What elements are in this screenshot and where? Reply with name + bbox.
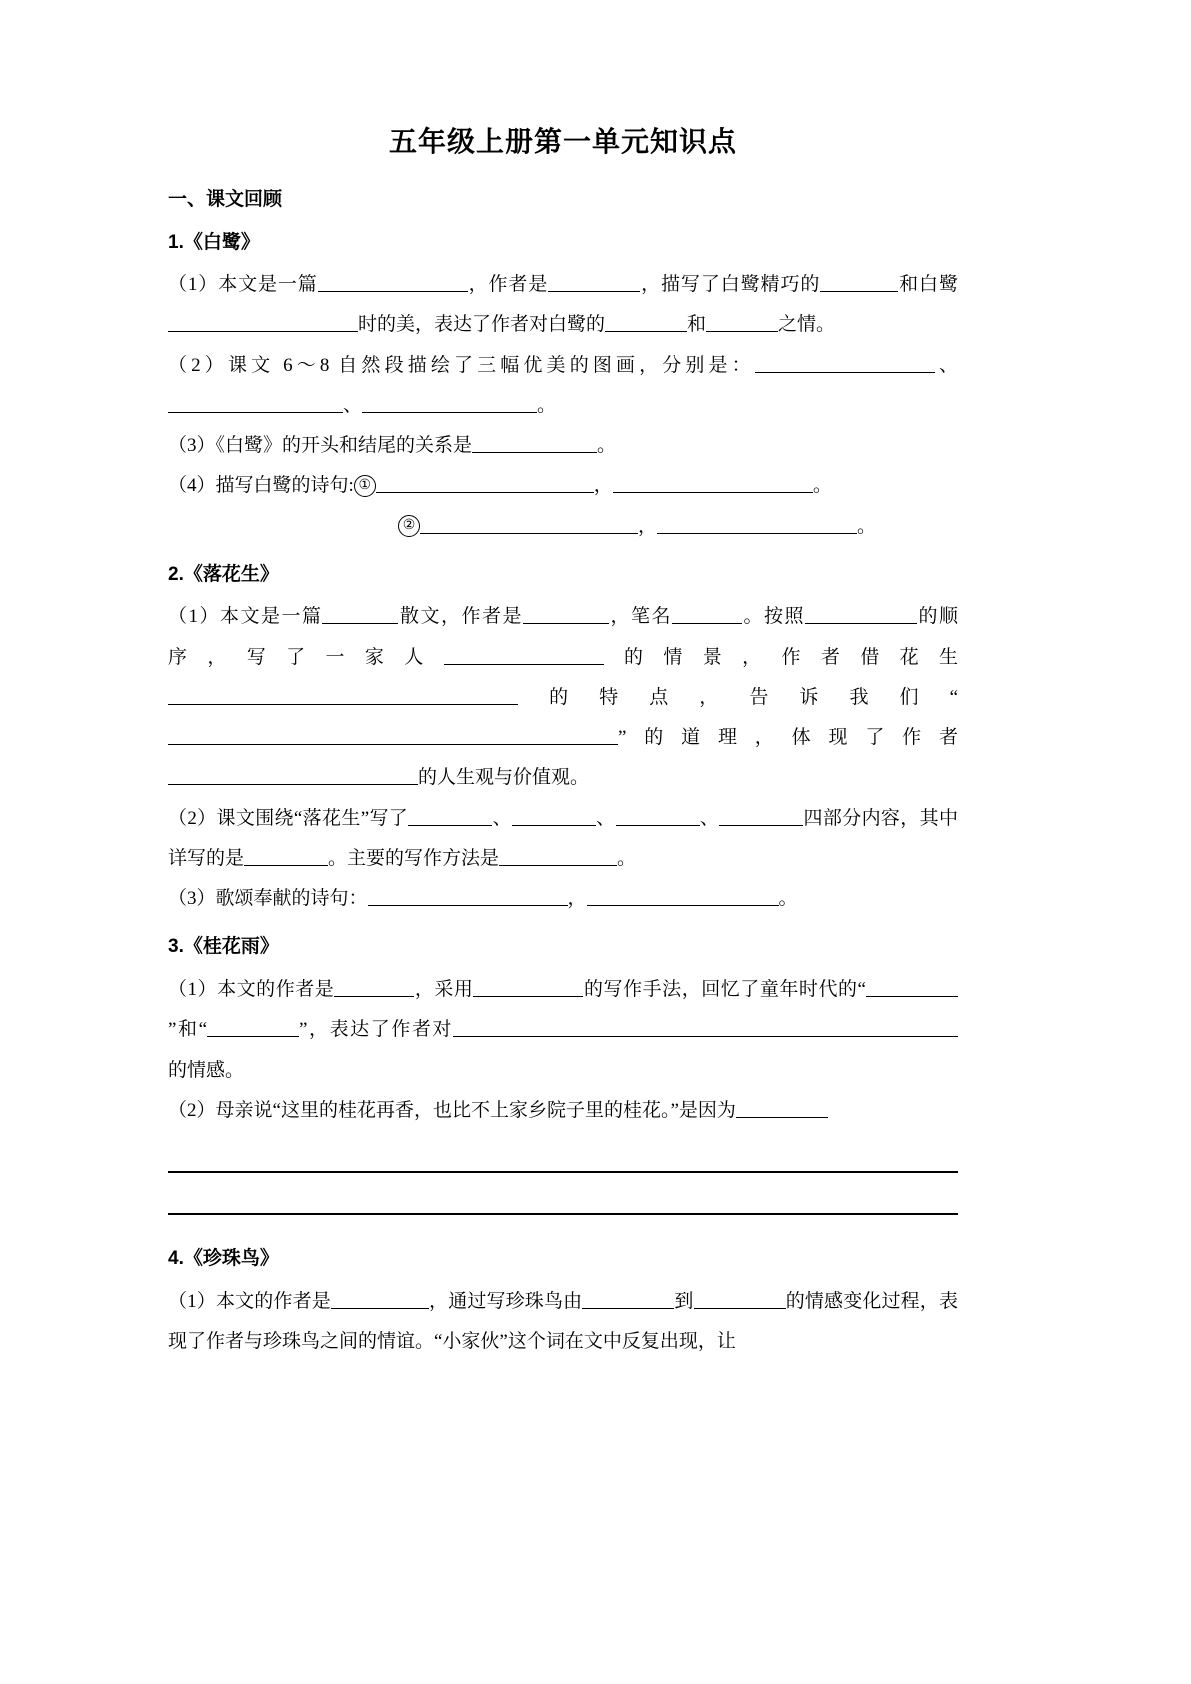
q1-4-t6: 。 — [857, 515, 877, 537]
question-1-4-second — [168, 507, 958, 547]
lesson-number-4: 4. — [168, 1248, 184, 1270]
answer-blank[interactable] — [472, 431, 597, 453]
answer-blank[interactable] — [322, 602, 398, 624]
question-1-3 — [168, 426, 958, 466]
answer-blank[interactable] — [318, 270, 468, 292]
q1-3-t1: 。 — [597, 435, 617, 457]
q1-1-t3: 和白鹭 — [898, 274, 958, 295]
answer-blank[interactable] — [719, 804, 803, 826]
writing-rule-line[interactable] — [168, 1213, 958, 1215]
answer-blank[interactable] — [755, 351, 935, 373]
page-title: 五年级上册第一单元知识点 — [388, 126, 737, 157]
q2-1-t4: 的顺序，写了一家人 — [168, 606, 958, 668]
answer-blank[interactable] — [582, 1287, 674, 1309]
answer-blank[interactable] — [473, 975, 583, 997]
question-1-2 — [168, 346, 958, 427]
answer-blank[interactable] — [613, 471, 813, 493]
q2-2-t3: 、 — [699, 807, 720, 829]
lesson-heading-1 — [168, 229, 958, 258]
q1-4-t2: ， — [593, 475, 613, 497]
writing-rule-line[interactable] — [168, 1171, 958, 1173]
q2-1-t8: 的人生观与价值观。 — [418, 767, 590, 789]
answer-blank[interactable] — [616, 804, 700, 826]
q2-3-t1: ， — [567, 888, 587, 910]
q2-2-t1: 、 — [492, 807, 512, 829]
q1-2-t2: 、 — [343, 394, 363, 416]
q2-3-t0: 歌颂奉献的诗句： — [215, 888, 368, 910]
q1-1-t5: 和 — [687, 314, 707, 336]
answer-blank[interactable] — [244, 844, 328, 866]
answer-blank[interactable] — [605, 310, 687, 332]
question-2-1 — [168, 597, 958, 798]
question-2-2 — [168, 799, 958, 880]
answer-blank[interactable] — [168, 723, 618, 745]
lesson-heading-2 — [168, 561, 958, 590]
question-3-1 — [168, 970, 958, 1091]
q1-3-t0: 《白鹭》的开头和结尾的关系是 — [215, 435, 473, 457]
question-label-1-3: （3） — [168, 435, 216, 457]
q3-1-t1: ，采用 — [414, 978, 474, 1000]
lesson-title-3: 《桂花雨》 — [183, 936, 279, 958]
q1-4-t0: 描写白鹭的诗句: — [215, 475, 354, 497]
answer-blank[interactable] — [420, 512, 638, 534]
lesson-title-1: 《白鹭》 — [183, 231, 260, 253]
answer-blank[interactable] — [168, 764, 418, 786]
q1-2-t1: 、 — [934, 354, 958, 376]
q4-1-t3: 的情感变化过程，表现了作者与珍珠鸟之间的情谊。“小家伙”这个词在文中反复出现，让 — [168, 1290, 958, 1352]
q1-4-t5: ， — [638, 515, 658, 537]
q1-2-t0: 课文 6～8 自然段描绘了三幅优美的图画，分别是： — [227, 354, 755, 376]
question-1-1 — [168, 265, 958, 346]
q2-2-t5: 。主要的写作方法是 — [328, 847, 500, 869]
question-1-4 — [168, 466, 958, 506]
document-body — [168, 120, 958, 1362]
question-2-3 — [168, 879, 958, 919]
q2-2-t6: 。 — [617, 847, 637, 869]
lesson-number-3: 3. — [168, 936, 184, 958]
q2-2-t0: 课文围绕“落花生”写了 — [216, 807, 409, 829]
answer-blank[interactable] — [523, 602, 609, 624]
q4-1-t1: ，通过写珍珠鸟由 — [428, 1290, 583, 1312]
q2-1-t7: ”的道理，体现了作者 — [618, 727, 958, 749]
circled-number-2-icon: ② — [398, 515, 420, 537]
answer-blank[interactable] — [168, 391, 343, 413]
answer-blank[interactable] — [866, 975, 958, 997]
answer-blank[interactable] — [453, 1015, 958, 1037]
q3-1-t5: 的情感。 — [168, 1059, 245, 1081]
answer-blank[interactable] — [672, 602, 742, 624]
answer-blank[interactable] — [168, 683, 518, 705]
q2-2-t4: 四部分内容，其中详写的是 — [168, 807, 958, 869]
answer-blank[interactable] — [657, 512, 857, 534]
lesson-title-4: 《珍珠鸟》 — [183, 1248, 279, 1270]
q2-2-t2: 、 — [595, 807, 616, 829]
answer-blank[interactable] — [820, 270, 898, 292]
q2-1-t3: 。按照 — [741, 606, 805, 628]
answer-blank[interactable] — [207, 1015, 299, 1037]
answer-blank[interactable] — [587, 884, 779, 906]
answer-blank[interactable] — [499, 844, 617, 866]
question-label-3-2: （2） — [168, 1099, 216, 1121]
q2-3-t2: 。 — [778, 888, 798, 910]
question-label-1-1: （1） — [168, 274, 219, 295]
q1-1-t1: ，作者是 — [467, 274, 549, 295]
q1-1-t2: ，描写了白鹭精巧的 — [640, 274, 821, 295]
q2-1-t0: 本文是一篇 — [220, 606, 323, 628]
question-label-4-1: （1） — [168, 1290, 216, 1312]
q1-1-t0: 本文是一篇 — [218, 274, 318, 295]
lesson-number-2: 2. — [168, 563, 184, 585]
answer-blank[interactable] — [376, 471, 594, 493]
q1-2-t3: 。 — [537, 394, 557, 416]
answer-blank[interactable] — [168, 310, 358, 332]
q3-1-t0: 本文的作者是 — [217, 978, 335, 1000]
question-label-1-2: （2） — [168, 354, 228, 376]
answer-blank[interactable] — [368, 884, 568, 906]
question-3-2 — [168, 1091, 958, 1131]
q2-1-t2: ，笔名 — [608, 606, 672, 628]
lesson-number-1: 1. — [168, 231, 184, 253]
q2-1-t1: 散文，作者是 — [398, 606, 523, 628]
section-heading-course-review: 一、课文回顾 — [168, 189, 283, 210]
question-label-1-4: （4） — [168, 475, 216, 497]
q1-4-t3: 。 — [812, 475, 832, 497]
q2-1-t5: 的情景，作者借花生 — [603, 646, 958, 668]
answer-blank[interactable] — [408, 804, 492, 826]
question-label-2-3: （3） — [168, 888, 216, 910]
answer-blank[interactable] — [694, 1287, 786, 1309]
lesson-title-2: 《落花生》 — [183, 563, 279, 585]
answer-blank[interactable] — [736, 1096, 828, 1118]
question-4-1 — [168, 1282, 958, 1363]
question-label-2-1: （1） — [168, 606, 220, 628]
q3-1-t3: ”和“ — [168, 1019, 208, 1041]
answer-blank[interactable] — [805, 602, 917, 624]
question-label-2-2: （2） — [168, 807, 217, 829]
q4-1-t2: 到 — [674, 1290, 694, 1312]
q3-1-t2: 的写作手法，回忆了童年时代的“ — [583, 978, 866, 1000]
answer-blank[interactable] — [362, 391, 537, 413]
q1-1-t6: 之情。 — [778, 314, 836, 336]
answer-blank[interactable] — [512, 804, 596, 826]
question-label-3-1: （1） — [168, 978, 218, 1000]
circled-number-1-icon: ① — [354, 475, 376, 497]
lesson-heading-4 — [168, 1245, 958, 1274]
answer-blank[interactable] — [548, 270, 640, 292]
answer-blank[interactable] — [706, 310, 778, 332]
q2-1-t6: 的特点，告诉我们“ — [518, 686, 958, 708]
q1-1-t4: 时的美，表达了作者对白鹭的 — [358, 314, 606, 336]
answer-blank[interactable] — [334, 975, 414, 997]
answer-blank[interactable] — [331, 1287, 429, 1309]
q3-1-t4: ”，表达了作者对 — [299, 1019, 453, 1041]
lesson-heading-3 — [168, 933, 958, 962]
q3-2-t0: 母亲说“这里的桂花再香，也比不上家乡院子里的桂花。”是因为 — [215, 1099, 736, 1121]
q4-1-t0: 本文的作者是 — [215, 1290, 331, 1312]
answer-blank[interactable] — [444, 643, 604, 665]
